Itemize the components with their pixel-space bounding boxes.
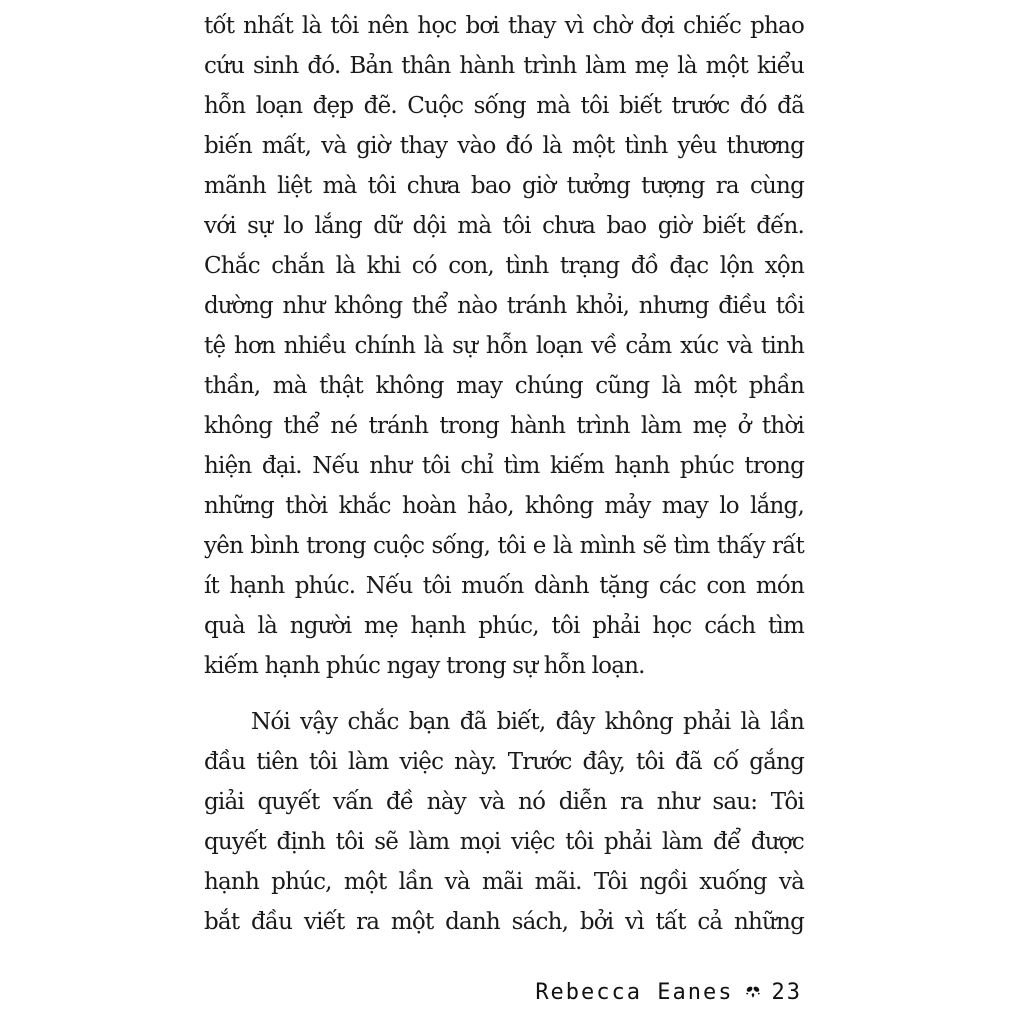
paragraph-1 [204, 6, 804, 686]
text-line: hiện đại. Nếu như tôi chỉ tìm kiếm hạnh phúc trong [204, 453, 804, 479]
paragraph-2 [204, 702, 804, 942]
text-line: hỗn loạn đẹp đẽ. Cuộc sống mà tôi biết trước đó đã [204, 93, 804, 119]
text-line: yên bình trong cuộc sống, tôi e là mình sẽ tìm thấy rất [204, 533, 804, 559]
text-line: ít hạnh phúc. Nếu tôi muốn dành tặng các con món [204, 573, 804, 599]
text-line: với sự lo lắng dữ dội mà tôi chưa bao giờ biết đến. [204, 213, 804, 239]
text-line: không thể né tránh trong hành trình làm mẹ ở thời [204, 413, 804, 439]
text-line: kiếm hạnh phúc ngay trong sự hỗn loạn. [204, 653, 645, 679]
text-line: dường như không thể nào tránh khỏi, nhưng điều tồi [204, 293, 804, 319]
text-line: Chắc chắn là khi có con, tình trạng đồ đạc lộn xộn [204, 253, 804, 279]
text-line: Nói vậy chắc bạn đã biết, đây không phải là lần [251, 709, 804, 735]
text-line: giải quyết vấn đề này và nó diễn ra như sau: Tôi [204, 789, 804, 815]
text-line: đầu tiên tôi làm việc này. Trước đây, tôi đã cố gắng [204, 749, 804, 775]
text-line: quyết định tôi sẽ làm mọi việc tôi phải làm để được [204, 829, 804, 855]
body-text-block [204, 6, 804, 942]
text-line: thần, mà thật không may chúng cũng là một phần [204, 373, 804, 399]
text-line: quà là người mẹ hạnh phúc, tôi phải học cách tìm [204, 613, 804, 639]
text-line: những thời khắc hoàn hảo, không mảy may lo lắng, [204, 493, 804, 519]
text-line: bắt đầu viết ra một danh sách, bởi vì tất cả những [204, 909, 804, 935]
text-line: tệ hơn nhiều chính là sự hỗn loạn về cảm xúc và tinh [204, 333, 804, 359]
page-footer [535, 980, 802, 1005]
text-line: hạnh phúc, một lần và mãi mãi. Tôi ngồi xuống và [204, 869, 804, 895]
text-line: mãnh liệt mà tôi chưa bao giờ tưởng tượng ra cùng [204, 173, 804, 199]
fleuron-ornament-icon [744, 984, 762, 1002]
page-number: 23 [771, 980, 802, 1005]
text-line: biến mất, và giờ thay vào đó là một tình yêu thương [204, 133, 804, 159]
text-line: cứu sinh đó. Bản thân hành trình làm mẹ là một kiểu [204, 53, 804, 79]
running-author: Rebecca Eanes [535, 980, 734, 1005]
text-line: tốt nhất là tôi nên học bơi thay vì chờ đợi chiếc phao [204, 13, 804, 39]
